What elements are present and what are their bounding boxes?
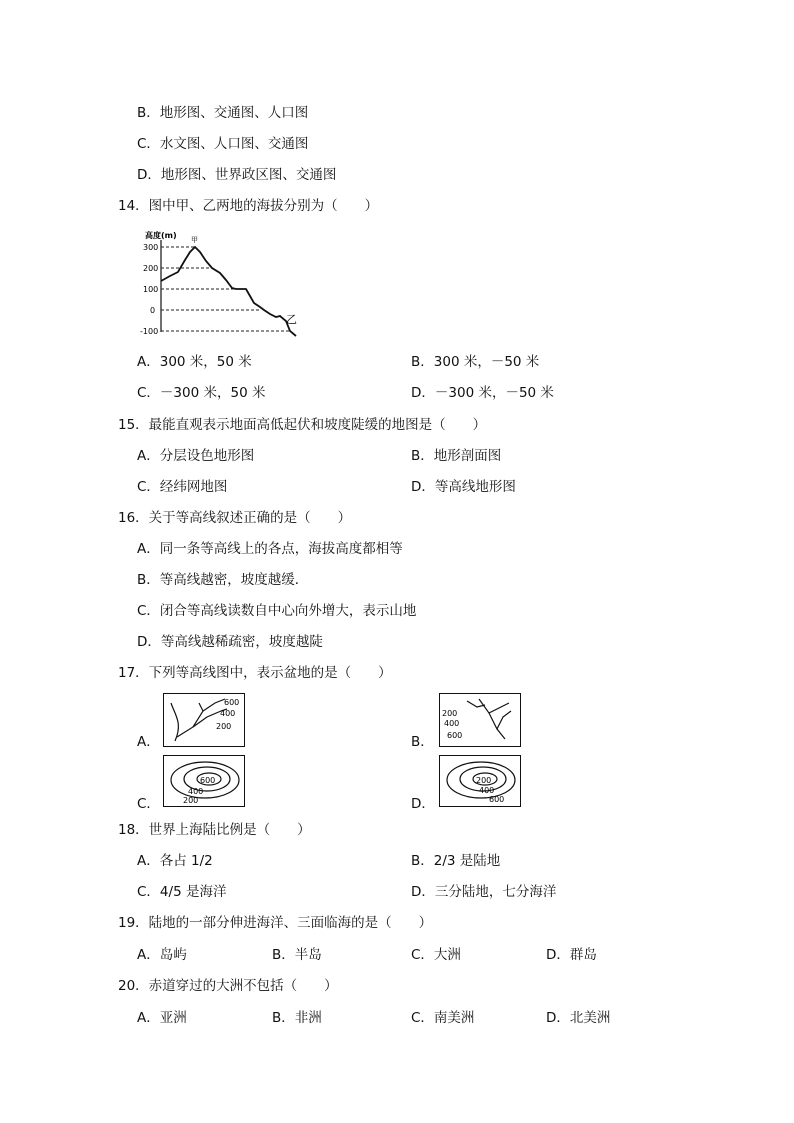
q17c-label-200: 200 bbox=[183, 796, 199, 805]
q17-figure-c bbox=[163, 755, 245, 807]
q14-tick-200: 200 bbox=[143, 264, 159, 273]
q14-option-c[interactable]: C．－300 米，50 米 bbox=[137, 385, 266, 401]
q19-option-d[interactable]: D．群岛 bbox=[546, 947, 597, 963]
q14-tick-neg100: -100 bbox=[140, 327, 159, 336]
q19-option-a[interactable]: A．岛屿 bbox=[137, 947, 187, 963]
q14-option-d[interactable]: D．－300 米，－50 米 bbox=[411, 385, 554, 401]
q17-figure-b bbox=[439, 693, 521, 747]
q18-stem: 18．世界上海陆比例是（ ） bbox=[118, 822, 311, 838]
q14-option-b[interactable]: B．300 米，－50 米 bbox=[411, 354, 540, 370]
q20-option-a[interactable]: A．亚洲 bbox=[137, 1010, 187, 1026]
q14-tick-300: 300 bbox=[143, 243, 159, 252]
q18-option-a[interactable]: A．各占 1/2 bbox=[137, 853, 213, 869]
q13-option-d[interactable]: D．地形图、世界政区图、交通图 bbox=[137, 167, 337, 183]
q17-stem: 17．下列等高线图中，表示盆地的是（ ） bbox=[118, 665, 392, 681]
q17c-label-400: 400 bbox=[188, 787, 204, 796]
q18-option-c[interactable]: C．4/5 是海洋 bbox=[137, 884, 227, 900]
q17d-label-400: 400 bbox=[479, 786, 495, 795]
q17b-label-200: 200 bbox=[442, 709, 458, 718]
q14-tick-0: 0 bbox=[150, 306, 156, 315]
q17-figure-d bbox=[439, 755, 521, 807]
q17-option-a[interactable]: A． bbox=[137, 734, 160, 750]
q15-stem: 15．最能直观表示地面高低起伏和坡度陡缓的地图是（ ） bbox=[118, 417, 487, 433]
q17d-label-600: 600 bbox=[489, 795, 505, 804]
q17c-label-600: 600 bbox=[200, 776, 216, 785]
q17-option-d[interactable]: D． bbox=[411, 796, 435, 812]
q16-option-a[interactable]: A．同一条等高线上的各点，海拔高度都相等 bbox=[137, 541, 403, 557]
q19-stem: 19．陆地的一部分伸进海洋、三面临海的是（ ） bbox=[118, 915, 433, 931]
q20-option-c[interactable]: C．南美洲 bbox=[411, 1010, 475, 1026]
q14-axis-label: 高度(m) bbox=[145, 231, 177, 240]
q17-option-c[interactable]: C． bbox=[137, 796, 160, 812]
q17b-label-600: 600 bbox=[447, 731, 463, 740]
q19-option-c[interactable]: C．大洲 bbox=[411, 947, 461, 963]
q16-option-d[interactable]: D．等高线越稀疏密，坡度越陡 bbox=[137, 634, 323, 650]
q20-option-d[interactable]: D．北美洲 bbox=[546, 1010, 611, 1026]
q14-option-a[interactable]: A．300 米，50 米 bbox=[137, 354, 252, 370]
q14-point-a-label: 甲 bbox=[191, 236, 198, 244]
q14-stem: 14．图中甲、乙两地的海拔分别为（ ） bbox=[118, 198, 379, 214]
q13-option-b[interactable]: B．地形图、交通图、人口图 bbox=[137, 105, 309, 121]
q15-option-a[interactable]: A．分层设色地形图 bbox=[137, 448, 255, 464]
q17-figure-a bbox=[163, 693, 245, 747]
q17-option-b[interactable]: B． bbox=[411, 734, 434, 750]
q20-option-b[interactable]: B．非洲 bbox=[272, 1010, 322, 1026]
q13-option-c[interactable]: C．水文图、人口图、交通图 bbox=[137, 136, 309, 152]
q14-tick-100: 100 bbox=[143, 285, 159, 294]
q15-option-b[interactable]: B．地形剖面图 bbox=[411, 448, 502, 464]
q18-option-b[interactable]: B．2/3 是陆地 bbox=[411, 853, 501, 869]
q17d-label-200: 200 bbox=[476, 776, 492, 785]
q20-stem: 20．赤道穿过的大洲不包括（ ） bbox=[118, 978, 338, 994]
q14-point-b-label: 乙 bbox=[286, 313, 297, 326]
q18-option-d[interactable]: D．三分陆地，七分海洋 bbox=[411, 884, 557, 900]
q17b-label-400: 400 bbox=[444, 719, 460, 728]
q15-option-c[interactable]: C．经纬网地图 bbox=[137, 479, 228, 495]
q16-stem: 16．关于等高线叙述正确的是（ ） bbox=[118, 510, 352, 526]
q14-profile-figure bbox=[140, 228, 305, 338]
q17a-label-400: 400 bbox=[220, 709, 236, 718]
q16-option-c[interactable]: C．闭合等高线读数自中心向外增大，表示山地 bbox=[137, 603, 417, 619]
q17a-label-200: 200 bbox=[216, 722, 232, 731]
q16-option-b[interactable]: B．等高线越密，坡度越缓． bbox=[137, 572, 309, 588]
q19-option-b[interactable]: B．半岛 bbox=[272, 947, 322, 963]
q15-option-d[interactable]: D．等高线地形图 bbox=[411, 479, 516, 495]
q17a-label-600: 600 bbox=[224, 698, 240, 707]
